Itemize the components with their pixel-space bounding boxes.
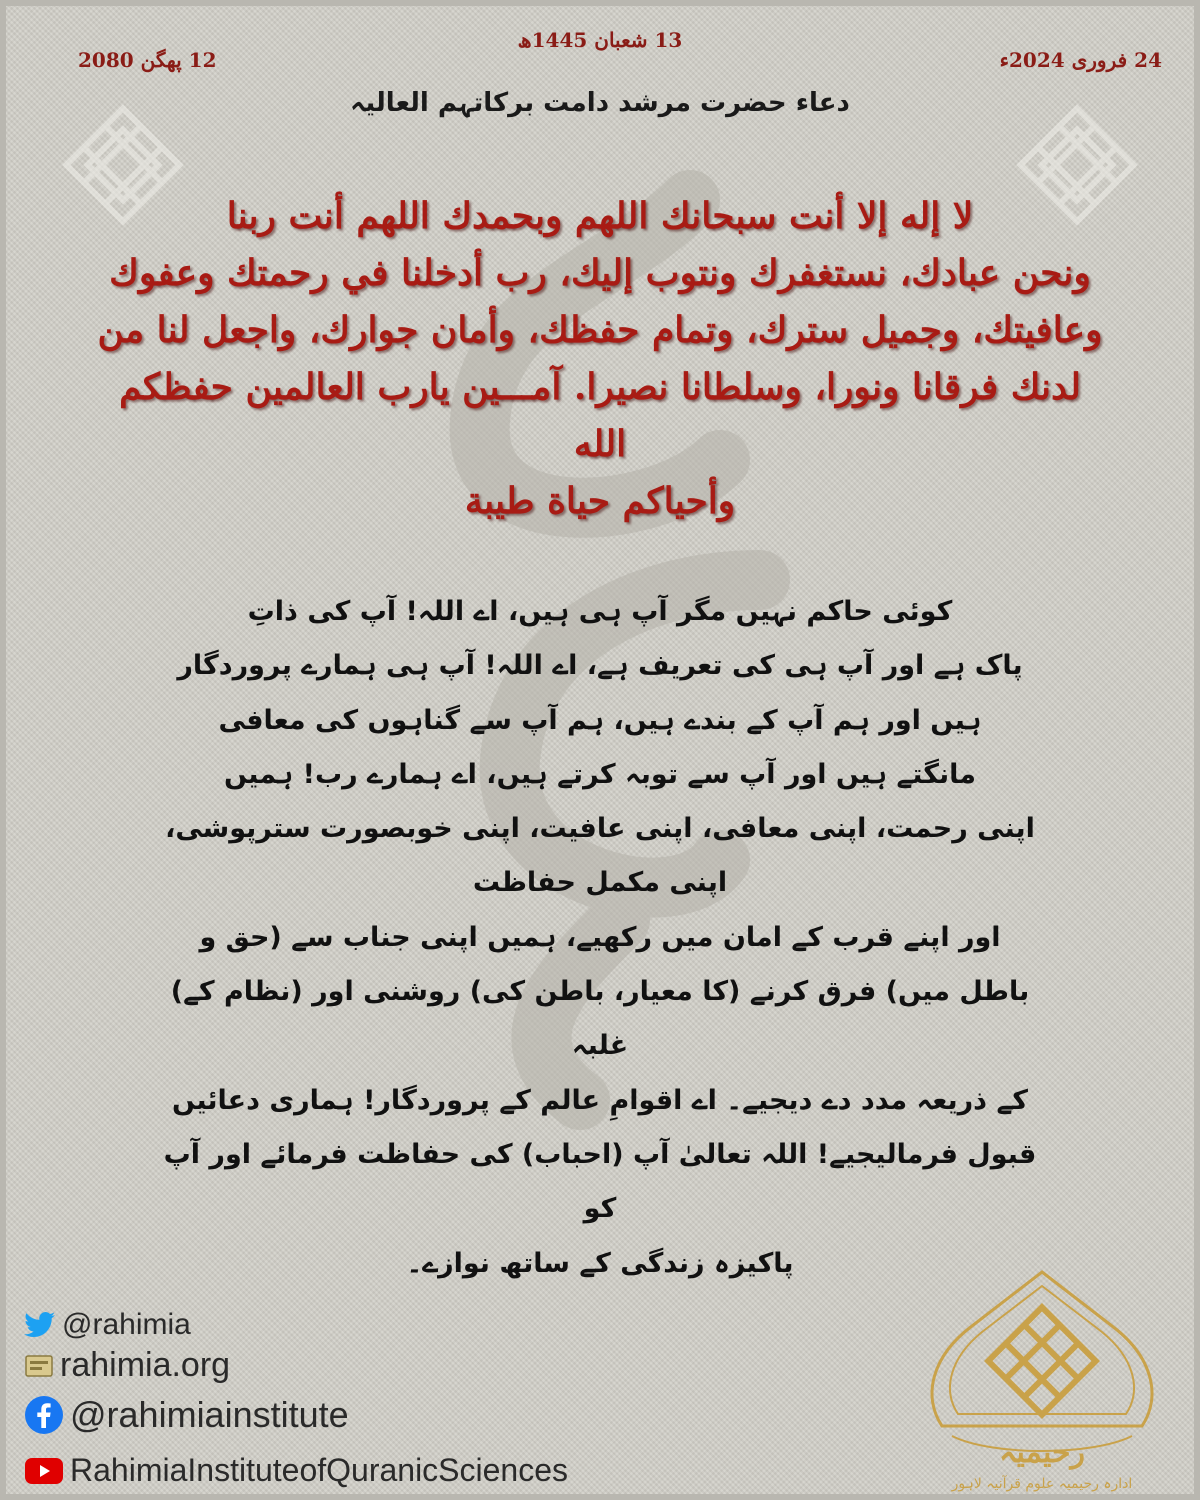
logo-name: رحیمیہ [998,1435,1086,1470]
page-title: دعاء حضرت مرشد دامت برکاتہم العالیہ [350,88,850,118]
urdu-line: کوئی حاکم نہیں مگر آپ ہی ہیں، اے اللہ! آپ کی ذاتِ [247,596,953,627]
arabic-line: وعافيتك، وجميل سترك، وتمام حفظك، وأمان جوارك، واجعل لنا من [97,309,1103,351]
facebook-link[interactable] [24,1394,349,1436]
website-url: rahimia.org [60,1346,231,1384]
urdu-line: کے ذریعہ مدد دے دیجیے۔ اے اقوامِ عالم کے پروردگار! ہماری دعائیں [172,1084,1028,1116]
logo-subtitle: ادارہ رحیمیہ علوم قرآنیہ لاہور [951,1476,1133,1492]
arabic-dua [90,188,1110,530]
youtube-channel: RahimiaInstituteofQuranicSciences [70,1452,569,1488]
twitter-link[interactable] [24,1308,191,1342]
twitter-handle: @rahimia [62,1308,191,1341]
arabic-line: ونحن عبادك، نستغفرك ونتوب إليك، رب أدخلنا في رحمتك وعفوك [109,252,1091,294]
urdu-line: پاکیزہ زندگی کے ساتھ نوازے۔ [406,1247,794,1279]
urdu-line: پاک ہے اور آپ ہی کی تعریف ہے، اے اللہ! آپ ہی ہمارے پروردگار [177,650,1023,682]
arabic-line: لدنك فرقانا ونورا، وسلطانا نصيرا. آمـــين يارب العالمين حفظكم الله [119,366,1081,465]
urdu-line: مانگتے ہیں اور آپ سے توبہ کرتے ہیں، اے ہمارے رب! ہمیں [223,758,977,790]
facebook-handle: @rahimiainstitute [70,1394,349,1435]
facebook-icon [24,1395,64,1435]
arabic-line: لا إله إلا أنت سبحانك اللهم وبحمدك اللهم أنت ربنا [226,195,974,237]
urdu-line: اور اپنے قرب کے امان میں رکھیے، ہمیں اپنی جناب سے (حق و [199,921,1001,953]
bikrami-date: 12 پھگن 2080 [78,48,217,72]
urdu-line: باطل میں) فرق کرنے (کا معیار، باطن کی) روشنی اور (نظام کے) غلبہ [170,976,1030,1062]
urdu-line: اپنی رحمت، اپنی معافی، اپنی عافیت، اپنی خوبصورت سترپوشی، اپنی مکمل حفاظت [165,813,1035,899]
youtube-link[interactable] [24,1452,568,1489]
hijri-date: 13 شعبان 1445ھ [517,28,683,52]
twitter-bird-icon [24,1311,56,1339]
website-link[interactable] [24,1346,230,1385]
urdu-line: ہیں اور ہم آپ کے بندے ہیں، ہم آپ سے گناہوں کی معافی [218,704,982,736]
youtube-icon [24,1457,64,1485]
urdu-translation [160,585,1040,1291]
website-icon [24,1353,54,1379]
arabic-line: وأحياكم حياة طيبة [464,480,736,522]
gregorian-date: 24 فروری 2024ء [999,48,1162,72]
rahimia-logo [912,1266,1172,1496]
urdu-line: قبول فرمالیجیے! اللہ تعالیٰ آپ (احباب) کی حفاظت فرمائے اور آپ کو [163,1138,1037,1225]
